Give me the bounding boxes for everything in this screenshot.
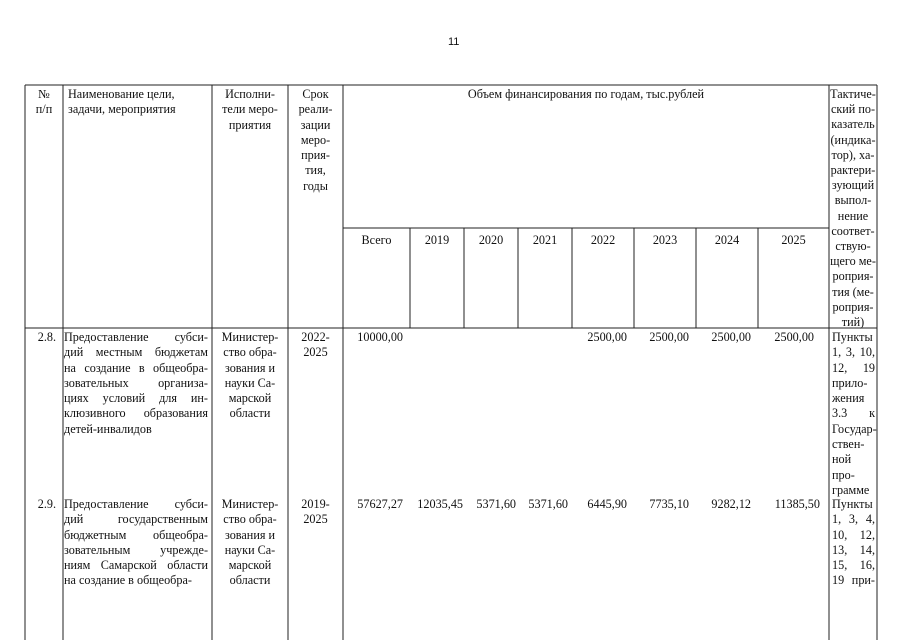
header-year-2020: 2020 xyxy=(478,233,504,247)
row-2-9-year-2024: 9282,12 xyxy=(711,497,751,511)
header-funding: Объем финансирования по годам, тыс.рублей xyxy=(467,87,705,101)
header-name: Наименование цели, задачи, мероприятия xyxy=(68,87,176,117)
row-2-8-year-2023: 2500,00 xyxy=(649,330,689,344)
header-executor: Исполни- тели меро- приятия xyxy=(222,87,278,132)
header-year-2022: 2022 xyxy=(590,233,616,247)
row-2-8-year-2025: 2500,00 xyxy=(774,330,814,344)
row-2-9-total: 57627,27 xyxy=(357,497,403,511)
header-year-2025: 2025 xyxy=(781,233,806,247)
header-year-2023: 2023 xyxy=(652,233,678,247)
page-number: 11 xyxy=(448,36,460,48)
row-2-8-period: 2022- 2025 xyxy=(301,330,330,360)
header-total: Всего xyxy=(361,233,392,247)
row-2-9-executor: Министер- ство обра- зования и науки Са- марской области xyxy=(221,497,279,588)
row-2-9-num: 2.9. xyxy=(37,497,56,511)
row-2-8-executor: Министер- ство обра- зования и науки Са- марской области xyxy=(221,330,279,421)
row-2-8-indicator: Пункты 1, 3, 10, 12, 19 прило- жения 3.3 к Государ- ствен- ной про- грамме xyxy=(832,330,877,497)
header-year-2019: 2019 xyxy=(424,233,450,247)
row-2-9-year-2022: 6445,90 xyxy=(587,497,627,511)
row-2-9-year-2021: 5371,60 xyxy=(528,497,568,511)
row-2-9-indicator: Пункты 1, 3, 4, 10, 12, 13, 14, 15, 16, 19 при- xyxy=(832,497,875,588)
header-num: № п/п xyxy=(35,87,53,117)
header-year-2021: 2021 xyxy=(532,233,558,247)
row-2-8-year-2024: 2500,00 xyxy=(711,330,751,344)
row-2-8-name: Предоставление субси- дий местным бюджетам на создание в общеобра- зовательных организа- циях условий для ин- клюзивного образования детей-инвалидов xyxy=(64,330,208,436)
row-2-8-num: 2.8. xyxy=(37,330,56,344)
header-year-2024: 2024 xyxy=(714,233,740,247)
header-indicator: Тактиче- ский по- казатель (индика- тор), ха- рактери- зующий выпол- нение соответ- ствую- щего ме- роприя- тия (ме- роприя- тий) xyxy=(830,87,876,330)
row-2-8-year-2022: 2500,00 xyxy=(587,330,627,344)
row-2-9-year-2025: 11385,50 xyxy=(774,497,820,511)
row-2-9-year-2023: 7735,10 xyxy=(649,497,689,511)
row-2-9-year-2019: 12035,45 xyxy=(417,497,463,511)
header-period: Срок реали- зации меро- прия- тия, годы xyxy=(298,87,333,193)
row-2-9-period: 2019- 2025 xyxy=(301,497,330,527)
row-2-9-year-2020: 5371,60 xyxy=(476,497,516,511)
row-2-9-name: Предоставление субси- дий государственным бюджетным общеобра- зовательным учрежде- ниям Самарской области на создание в общеобра- xyxy=(64,497,208,588)
row-2-8-total: 10000,00 xyxy=(357,330,403,344)
